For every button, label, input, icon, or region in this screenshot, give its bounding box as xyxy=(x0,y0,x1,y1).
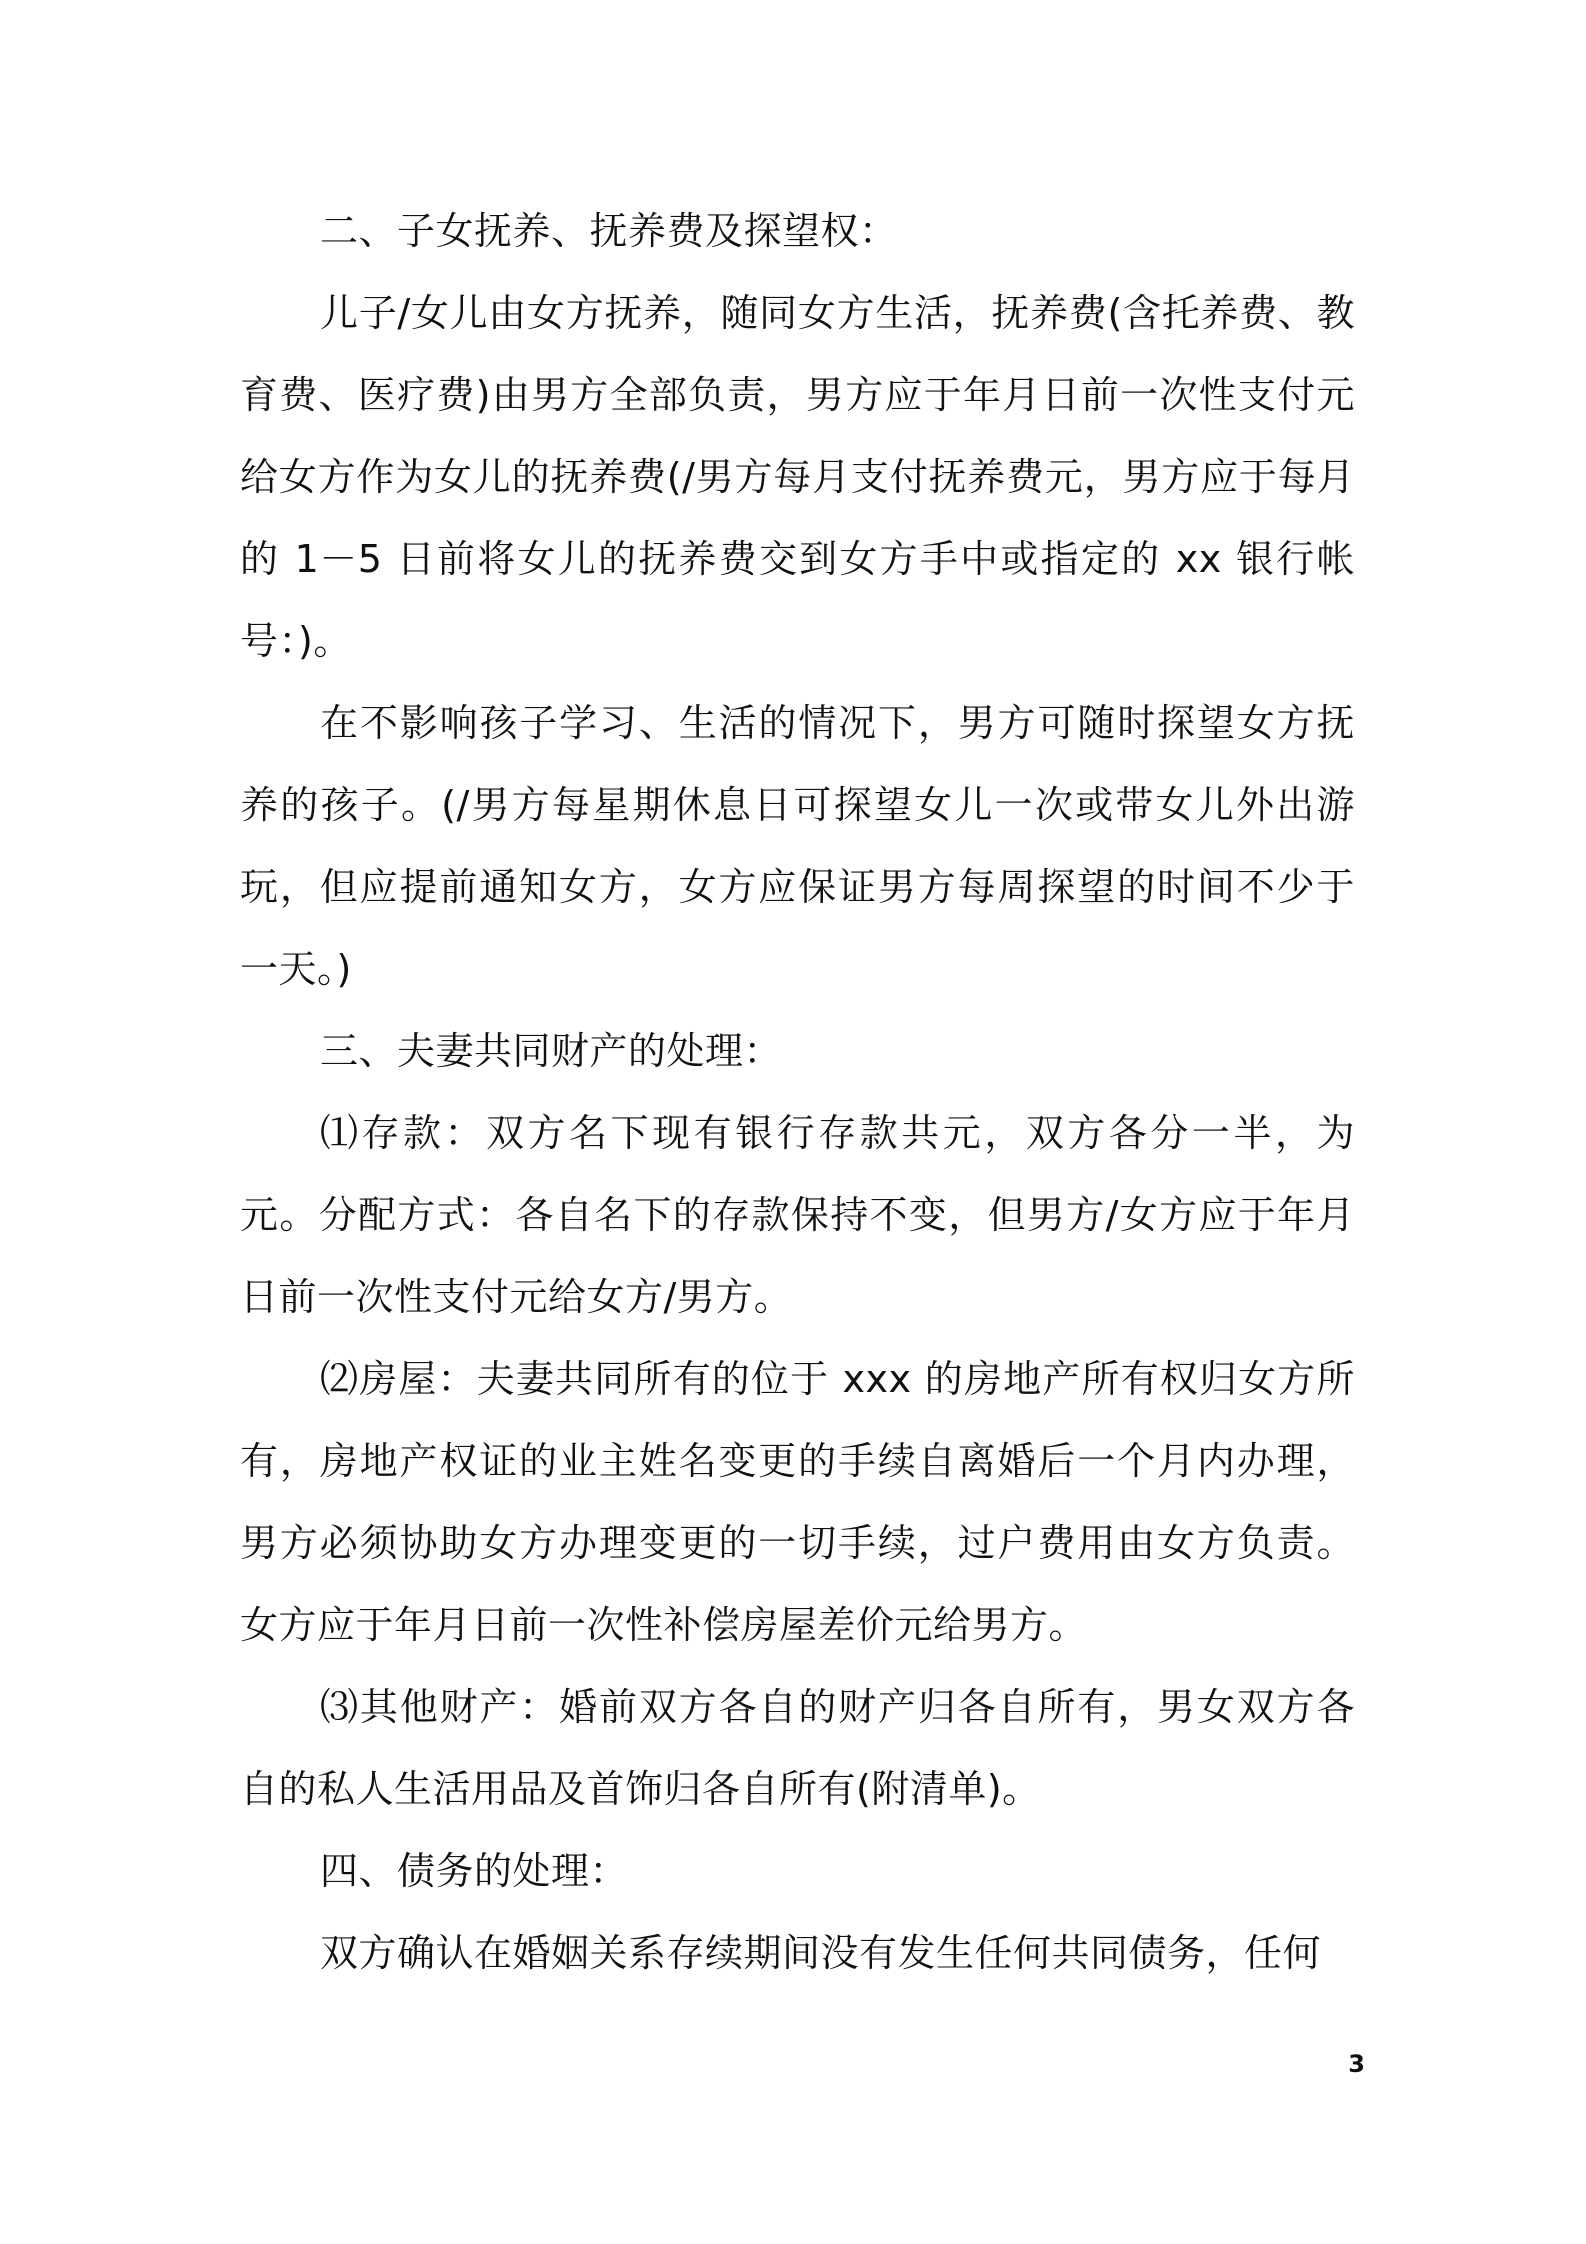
section-heading-debts: 四、债务的处理： xyxy=(320,1849,629,1893)
paragraph-visitation: 在不影响孩子学习、生活的情况下，男方可随时探望女方抚养的孩子。(/男方每星期休息日可探望女儿一次或带女儿外出游玩，但应提前通知女方，女方应保证男方每周探望的时间不少于一天。) xyxy=(240,701,1355,991)
document-body xyxy=(240,190,1355,1994)
paragraph-other-property: ⑶其他财产：婚前双方各自的财产归各自所有，男女双方各自的私人生活用品及首饰归各自所有(附清单)。 xyxy=(240,1685,1355,1811)
paragraph-house: ⑵房屋：夫妻共同所有的位于 xxx 的房地产所有权归女方所有，房地产权证的业主姓名变更的手续自离婚后一个月内办理，男方必须协助女方办理变更的一切手续，过户费用由女方负责。女方应于年月日前一次性补偿房屋差价元给男方。 xyxy=(240,1357,1355,1647)
section-heading-joint-property: 三、夫妻共同财产的处理： xyxy=(320,1029,783,1073)
paragraph-deposits: ⑴存款：双方名下现有银行存款共元，双方各分一半，为元。分配方式：各自名下的存款保持不变，但男方/女方应于年月日前一次性支付元给女方/男方。 xyxy=(240,1111,1355,1319)
paragraph-debts: 双方确认在婚姻关系存续期间没有发生任何共同债务，任何 xyxy=(320,1931,1322,1975)
page-number: 3 xyxy=(1348,2050,1365,2078)
section-heading-child-custody: 二、子女抚养、抚养费及探望权： xyxy=(320,209,898,253)
paragraph-child-support: 儿子/女儿由女方抚养，随同女方生活，抚养费(含托养费、教育费、医疗费)由男方全部负责，男方应于年月日前一次性支付元给女方作为女儿的抚养费(/男方每月支付抚养费元，男方应于每月的 1－5 日前将女儿的抚养费交到女方手中或指定的 xx 银行帐号：)。 xyxy=(240,291,1355,663)
